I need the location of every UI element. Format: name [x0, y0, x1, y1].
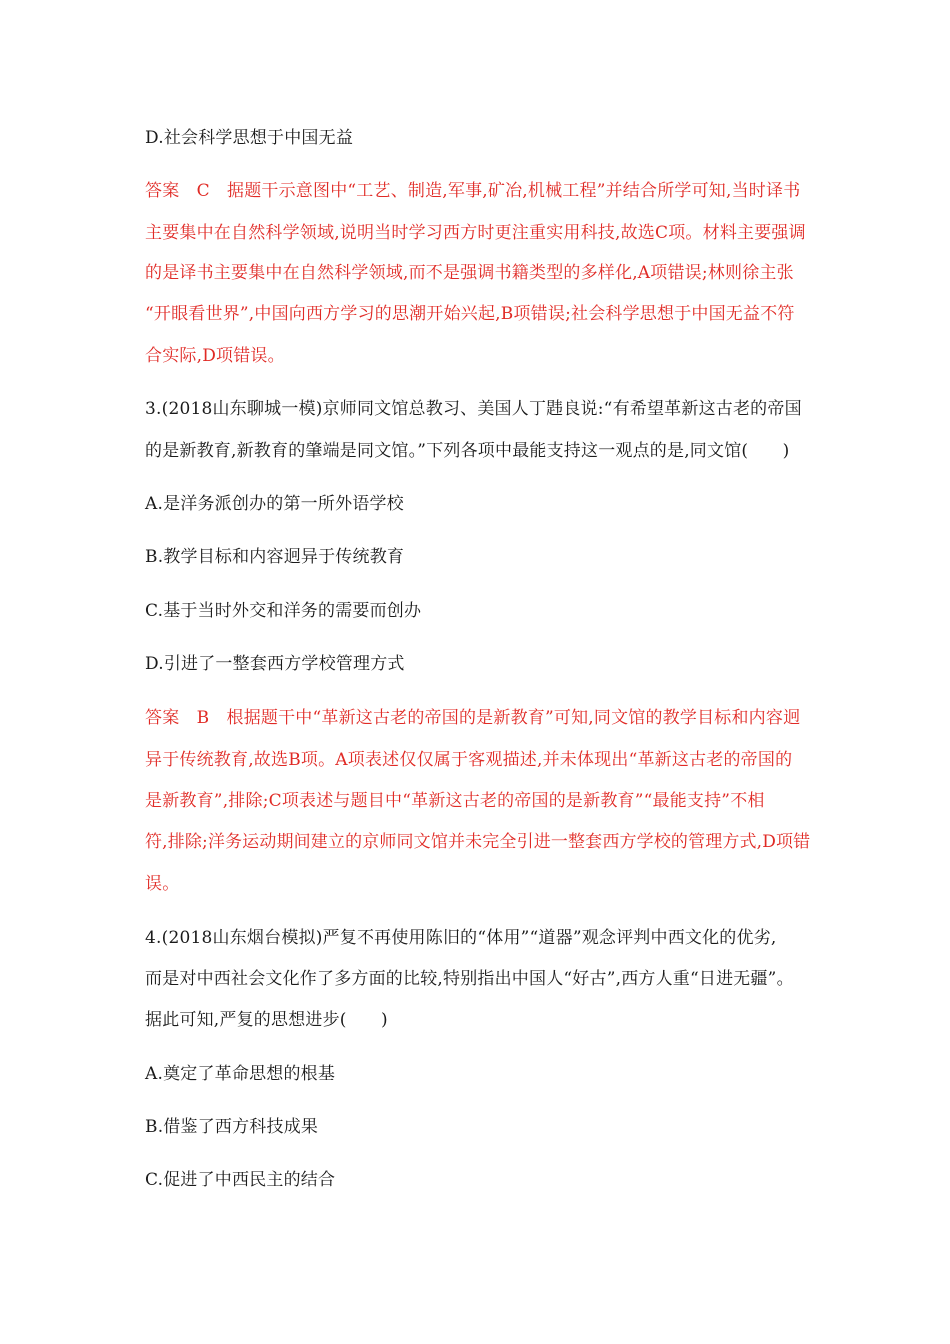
q3-stem-line-1: 3.(2018山东聊城一模)京师同文馆总教习、美国人丁韪良说:“有希望革新这古老的帝国: [145, 399, 802, 419]
q4-stem-line-3: 据此可知,严复的思想进步( ): [145, 1010, 388, 1030]
q2-answer-line-3: 的是译书主要集中在自然科学领域,而不是强调书籍类型的多样化,A项错误;林则徐主张: [145, 263, 794, 283]
q3-option-b: B.教学目标和内容迥异于传统教育: [145, 547, 405, 567]
q4-option-b: B.借鉴了西方科技成果: [145, 1117, 319, 1137]
q3-stem-line-2: 的是新教育,新教育的肇端是同文馆。”下列各项中最能支持这一观点的是,同文馆( ): [145, 441, 790, 461]
q3-option-c: C.基于当时外交和洋务的需要而创办: [145, 601, 422, 621]
q3-answer-line-4: 符,排除;洋务运动期间建立的京师同文馆并未完全引进一整套西方学校的管理方式,D项错: [145, 832, 811, 852]
q4-stem-line-2: 而是对中西社会文化作了多方面的比较,特别指出中国人“好古”,西方人重“日进无疆”。: [145, 969, 794, 989]
q2-answer-line-4: “开眼看世界”,中国向西方学习的思潮开始兴起,B项错误;社会科学思想于中国无益不符: [145, 304, 795, 324]
q4-option-c: C.促进了中西民主的结合: [145, 1170, 336, 1190]
q3-answer-line-5: 误。: [145, 874, 180, 894]
q3-option-d: D.引进了一整套西方学校管理方式: [145, 654, 405, 674]
q4-option-a: A.奠定了革命思想的根基: [145, 1064, 336, 1084]
q3-answer-line-1: 答案 B 根据题干中“革新这古老的帝国的是新教育”可知,同文馆的教学目标和内容迥: [145, 708, 801, 728]
q2-option-d: D.社会科学思想于中国无益: [145, 128, 354, 148]
q2-answer-line-5: 合实际,D项错误。: [145, 346, 285, 366]
q4-stem-line-1: 4.(2018山东烟台模拟)严复不再使用陈旧的“体用”“道器”观念评判中西文化的优劣,: [145, 928, 777, 948]
q3-option-a: A.是洋务派创办的第一所外语学校: [145, 494, 404, 514]
q2-answer-line-1: 答案 C 据题干示意图中“工艺、制造,军事,矿冶,机械工程”并结合所学可知,当时译书: [145, 181, 801, 201]
q3-answer-line-2: 异于传统教育,故选B项。A项表述仅仅属于客观描述,并未体现出“革新这古老的帝国的: [145, 750, 793, 770]
q3-answer-line-3: 是新教育”,排除;C项表述与题目中“革新这古老的帝国的是新教育”“最能支持”不相: [145, 791, 765, 811]
q2-answer-line-2: 主要集中在自然科学领域,说明当时学习西方时更注重实用科技,故选C项。材料主要强调: [145, 223, 806, 243]
